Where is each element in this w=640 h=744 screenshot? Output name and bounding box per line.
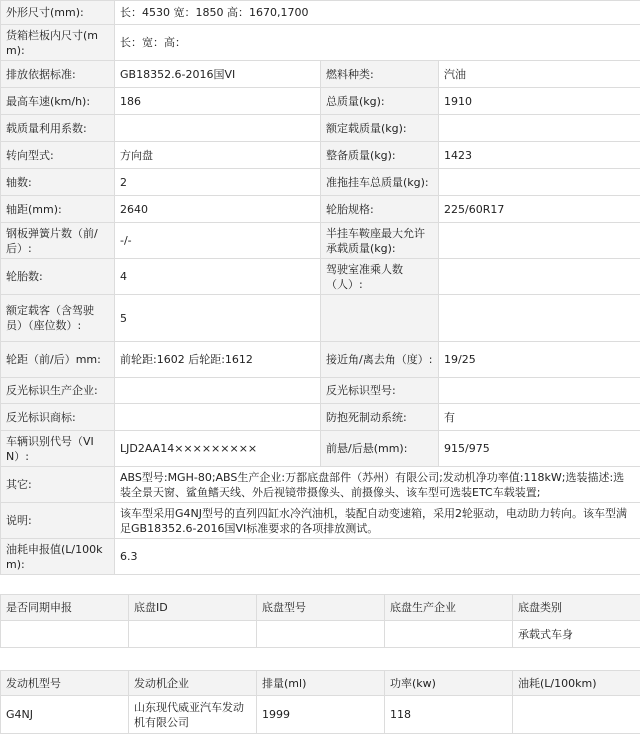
size-label: 外形尺寸(mm): [1,1,115,25]
engine-cell [513,696,640,734]
spec-row-size [1,1,640,25]
spec-value: 2 [115,169,321,196]
spec-value [115,115,321,142]
chassis-header: 底盘ID [129,595,257,621]
engine-cell: 山东现代威亚汽车发动机有限公司 [129,696,257,734]
spec-row [1,431,640,467]
spec-row-fuel [1,539,640,575]
engine-cell: 118 [385,696,513,734]
spec-label: 额定载质量(kg): [321,115,439,142]
spec-label: 排放依据标准: [1,61,115,88]
spec-label: 驾驶室准乘人数（人）: [321,259,439,295]
chassis-cell [1,621,129,648]
chassis-header: 是否同期申报 [1,595,129,621]
spec-value: GB18352.6-2016国VI [115,61,321,88]
spec-row-cargo [1,25,640,61]
spec-label: 接近角/离去角（度）: [321,342,439,378]
spec-label: 前悬/后悬(mm): [321,431,439,467]
spec-value [439,259,640,295]
spec-row [1,378,640,404]
cargo-label: 货箱栏板内尺寸(mm): [1,25,115,61]
spec-value: 有 [439,404,640,431]
spec-label: 准拖挂车总质量(kg): [321,169,439,196]
spec-row [1,196,640,223]
spec-value: 前轮距:1602 后轮距:1612 [115,342,321,378]
engine-header-row [1,671,640,696]
spec-value [439,295,640,342]
engine-header: 油耗(L/100km) [513,671,640,696]
engine-header: 排量(ml) [257,671,385,696]
spec-label: 燃料种类: [321,61,439,88]
spec-label: 半挂车鞍座最大允许承载质量(kg): [321,223,439,259]
spec-value: LJD2AA14××××××××× [115,431,321,467]
engine-cell: 1999 [257,696,385,734]
spec-label: 额定载客（含驾驶员）（座位数）: [1,295,115,342]
engine-header: 功率(kw) [385,671,513,696]
section-gap [0,648,640,670]
spec-label: 总质量(kg): [321,88,439,115]
chassis-header: 底盘型号 [257,595,385,621]
section-gap [0,575,640,594]
chassis-cell [385,621,513,648]
engine-table [0,670,640,734]
spec-row [1,404,640,431]
desc-value: 该车型采用G4NJ型号的直列四缸水冷汽油机，装配自动变速箱，采用2轮驱动，电动助力转向。该车型满足GB18352.6-2016国VI标准要求的各项排放测试。 [115,503,640,539]
spec-value [439,223,640,259]
spec-value: 225/60R17 [439,196,640,223]
spec-value: 186 [115,88,321,115]
spec-label: 载质量利用系数: [1,115,115,142]
engine-header: 发动机型号 [1,671,129,696]
spec-value: 1423 [439,142,640,169]
engine-cell: G4NJ [1,696,129,734]
spec-label: 钢板弹簧片数（前/后）: [1,223,115,259]
spec-label: 转向型式: [1,142,115,169]
fuel-label: 油耗申报值(L/100km): [1,539,115,575]
spec-value [115,404,321,431]
spec-value: 915/975 [439,431,640,467]
spec-row-other [1,467,640,503]
spec-value [439,378,640,404]
chassis-cell: 承载式车身 [513,621,640,648]
chassis-header: 底盘类别 [513,595,640,621]
spec-row [1,61,640,88]
spec-label: 轮胎规格: [321,196,439,223]
spec-value [115,378,321,404]
engine-header: 发动机企业 [129,671,257,696]
other-label: 其它: [1,467,115,503]
spec-row [1,88,640,115]
cargo-value: 长：宽：高： [115,25,640,61]
desc-label: 说明: [1,503,115,539]
spec-value: 2640 [115,196,321,223]
spec-row [1,295,640,342]
chassis-cell [257,621,385,648]
spec-value [439,169,640,196]
spec-label: 最高车速(km/h): [1,88,115,115]
spec-value: 5 [115,295,321,342]
other-value: ABS型号:MGH-80;ABS生产企业:万都底盘部件（苏州）有限公司;发动机净功率值:118kW;选装描述:选装全景天窗、鲨鱼鳍天线、外后视镜带摄像头、前摄像头、该车型可选装ETC车载装置; [115,467,640,503]
spec-label: 轴距(mm): [1,196,115,223]
spec-row [1,169,640,196]
chassis-header-row [1,595,640,621]
spec-label: 轮距（前/后）mm: [1,342,115,378]
chassis-header: 底盘生产企业 [385,595,513,621]
spec-value: -/- [115,223,321,259]
spec-label: 轮胎数: [1,259,115,295]
spec-label: 反光标识型号: [321,378,439,404]
chassis-cell [129,621,257,648]
spec-label: 轴数: [1,169,115,196]
spec-label: 整备质量(kg): [321,142,439,169]
spec-value: 4 [115,259,321,295]
spec-label: 反光标识商标: [1,404,115,431]
spec-value: 1910 [439,88,640,115]
spec-row [1,142,640,169]
spec-value: 方向盘 [115,142,321,169]
spec-row [1,223,640,259]
size-value: 长：4530 宽：1850 高：1670,1700 [115,1,640,25]
chassis-table [0,594,640,648]
spec-row [1,342,640,378]
spec-value: 汽油 [439,61,640,88]
spec-label: 反光标识生产企业: [1,378,115,404]
engine-row [1,696,640,734]
spec-row [1,115,640,142]
spec-row [1,259,640,295]
spec-value [439,115,640,142]
spec-label: 车辆识别代号（VIN）: [1,431,115,467]
spec-label: 防抱死制动系统: [321,404,439,431]
spec-row-desc [1,503,640,539]
fuel-value: 6.3 [115,539,640,575]
chassis-row [1,621,640,648]
spec-value: 19/25 [439,342,640,378]
spec-label [321,295,439,342]
